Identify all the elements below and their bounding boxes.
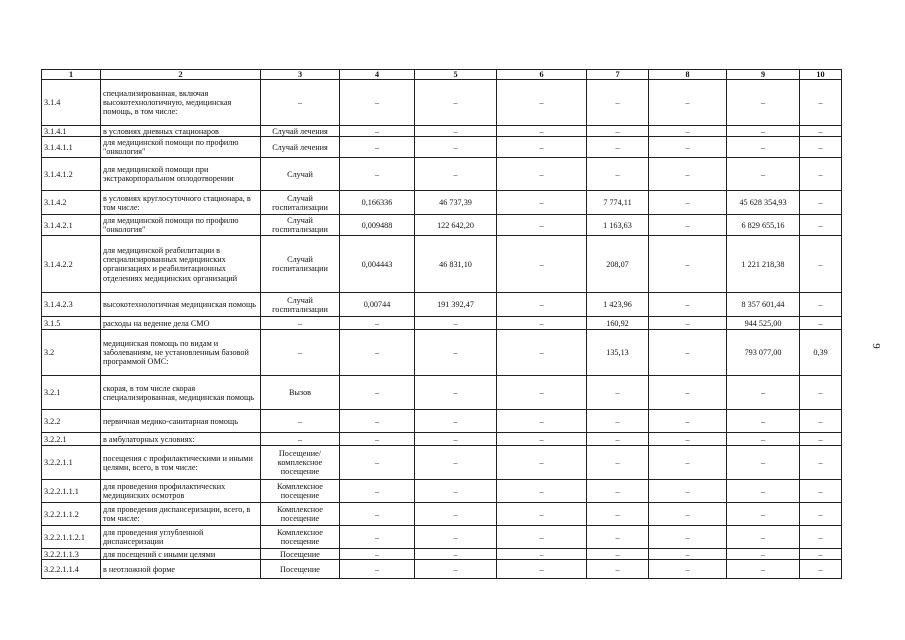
unit-cell: Комплексное посещение <box>261 503 340 526</box>
value-cell-8: – <box>649 236 727 293</box>
value-cell-7: – <box>587 410 649 433</box>
value-cell-8: – <box>649 410 727 433</box>
value-cell-4: – <box>340 549 415 560</box>
value-cell-8: – <box>649 560 727 579</box>
row-name: высокотехнологичная медицинская помощь <box>101 293 261 317</box>
value-cell-10: – <box>800 158 842 191</box>
row-code: 3.2 <box>42 330 101 376</box>
table-row <box>42 293 842 317</box>
value-cell-8: – <box>649 80 727 126</box>
table-row <box>42 526 842 549</box>
value-cell-7: – <box>587 480 649 503</box>
value-cell-5: – <box>415 446 497 480</box>
value-cell-4: – <box>340 503 415 526</box>
table-row <box>42 376 842 410</box>
row-code: 3.2.2.1.1.2.1 <box>42 526 101 549</box>
unit-cell: Случай госпитализации <box>261 236 340 293</box>
value-cell-5: – <box>415 560 497 579</box>
row-code: 3.1.4.2 <box>42 191 101 215</box>
table-row <box>42 560 842 579</box>
table-row <box>42 410 842 433</box>
value-cell-7: – <box>587 126 649 137</box>
column-header-10: 10 <box>800 70 842 80</box>
unit-cell: Случай лечения <box>261 137 340 158</box>
value-cell-7: 1 163,63 <box>587 215 649 236</box>
row-name: для посещений с иными целями <box>101 549 261 560</box>
value-cell-6: – <box>497 80 587 126</box>
row-code: 3.2.1 <box>42 376 101 410</box>
unit-cell: – <box>261 410 340 433</box>
value-cell-10: – <box>800 215 842 236</box>
value-cell-9: – <box>727 376 800 410</box>
row-code: 3.2.2.1.1.1 <box>42 480 101 503</box>
value-cell-8: – <box>649 158 727 191</box>
value-cell-9: – <box>727 137 800 158</box>
value-cell-6: – <box>497 526 587 549</box>
value-cell-9: 944 525,00 <box>727 317 800 330</box>
unit-cell: – <box>261 433 340 446</box>
value-cell-4: – <box>340 137 415 158</box>
value-cell-4: – <box>340 410 415 433</box>
value-cell-5: – <box>415 376 497 410</box>
column-header-5: 5 <box>415 70 497 80</box>
value-cell-8: – <box>649 317 727 330</box>
value-cell-9: – <box>727 526 800 549</box>
value-cell-6: – <box>497 293 587 317</box>
value-cell-4: 0,009488 <box>340 215 415 236</box>
financing-table <box>41 69 842 579</box>
column-header-4: 4 <box>340 70 415 80</box>
value-cell-6: – <box>497 215 587 236</box>
value-cell-4: – <box>340 158 415 191</box>
value-cell-4: – <box>340 480 415 503</box>
unit-cell: Случай лечения <box>261 126 340 137</box>
unit-cell: – <box>261 80 340 126</box>
value-cell-6: – <box>497 549 587 560</box>
value-cell-4: – <box>340 446 415 480</box>
unit-cell: Комплексное посещение <box>261 526 340 549</box>
value-cell-4: – <box>340 526 415 549</box>
value-cell-7: – <box>587 80 649 126</box>
value-cell-10: – <box>800 376 842 410</box>
value-cell-5: – <box>415 80 497 126</box>
value-cell-5: – <box>415 137 497 158</box>
unit-cell: – <box>261 330 340 376</box>
value-cell-10: – <box>800 503 842 526</box>
row-code: 3.2.2.1.1.2 <box>42 503 101 526</box>
value-cell-8: – <box>649 480 727 503</box>
value-cell-6: – <box>497 376 587 410</box>
table-row <box>42 126 842 137</box>
value-cell-8: – <box>649 137 727 158</box>
value-cell-6: – <box>497 158 587 191</box>
row-code: 3.2.2.1.1.4 <box>42 560 101 579</box>
value-cell-9: – <box>727 158 800 191</box>
value-cell-7: – <box>587 549 649 560</box>
row-name: в условиях круглосуточного стационара, в том числе: <box>101 191 261 215</box>
unit-cell: Посещение <box>261 549 340 560</box>
row-code: 3.1.4.1.1 <box>42 137 101 158</box>
value-cell-7: 160,92 <box>587 317 649 330</box>
value-cell-5: – <box>415 330 497 376</box>
value-cell-5: 191 392,47 <box>415 293 497 317</box>
value-cell-4: 0,004443 <box>340 236 415 293</box>
value-cell-7: – <box>587 158 649 191</box>
value-cell-8: – <box>649 126 727 137</box>
value-cell-8: – <box>649 549 727 560</box>
value-cell-4: – <box>340 80 415 126</box>
table-row <box>42 549 842 560</box>
column-header-7: 7 <box>587 70 649 80</box>
value-cell-8: – <box>649 330 727 376</box>
value-cell-6: – <box>497 560 587 579</box>
row-code: 3.2.2.1.1 <box>42 446 101 480</box>
table-row <box>42 503 842 526</box>
row-name: для медицинской помощи при экстракорпоральном оплодотворении <box>101 158 261 191</box>
table-body <box>42 80 842 579</box>
value-cell-4: 0,166336 <box>340 191 415 215</box>
value-cell-10: – <box>800 480 842 503</box>
row-name: для медицинской реабилитации в специализированных медицинских организациях и реабилитационных отделениях медицинских организаций <box>101 236 261 293</box>
value-cell-6: – <box>497 480 587 503</box>
unit-cell: Посещение <box>261 560 340 579</box>
column-header-2: 2 <box>101 70 261 80</box>
value-cell-4: – <box>340 126 415 137</box>
unit-cell: Случай госпитализации <box>261 215 340 236</box>
document-sheet <box>41 69 842 579</box>
row-code: 3.1.4 <box>42 80 101 126</box>
value-cell-7: – <box>587 433 649 446</box>
value-cell-10: – <box>800 549 842 560</box>
value-cell-10: – <box>800 236 842 293</box>
value-cell-6: – <box>497 330 587 376</box>
value-cell-6: – <box>497 137 587 158</box>
value-cell-9: – <box>727 446 800 480</box>
row-name: расходы на ведение дела СМО <box>101 317 261 330</box>
value-cell-9: – <box>727 126 800 137</box>
table-row <box>42 317 842 330</box>
value-cell-6: – <box>497 236 587 293</box>
table-row <box>42 191 842 215</box>
table-row <box>42 330 842 376</box>
row-code: 3.2.2.1.1.3 <box>42 549 101 560</box>
value-cell-9: – <box>727 480 800 503</box>
value-cell-5: 122 642,20 <box>415 215 497 236</box>
value-cell-5: – <box>415 433 497 446</box>
row-name: в условиях дневных стационаров <box>101 126 261 137</box>
value-cell-5: – <box>415 158 497 191</box>
value-cell-5: 46 831,10 <box>415 236 497 293</box>
unit-cell: Случай госпитализации <box>261 293 340 317</box>
value-cell-4: – <box>340 560 415 579</box>
column-header-1: 1 <box>42 70 101 80</box>
value-cell-10: – <box>800 560 842 579</box>
value-cell-8: – <box>649 191 727 215</box>
row-name: в неотложной форме <box>101 560 261 579</box>
value-cell-4: – <box>340 317 415 330</box>
value-cell-7: – <box>587 503 649 526</box>
value-cell-9: – <box>727 560 800 579</box>
value-cell-5: – <box>415 126 497 137</box>
value-cell-4: – <box>340 433 415 446</box>
row-name: для проведения диспансеризации, всего, в том числе: <box>101 503 261 526</box>
table-row <box>42 480 842 503</box>
row-code: 3.2.2.1 <box>42 433 101 446</box>
value-cell-7: – <box>587 560 649 579</box>
value-cell-6: – <box>497 317 587 330</box>
value-cell-8: – <box>649 526 727 549</box>
table-header-row <box>42 70 842 80</box>
value-cell-7: – <box>587 137 649 158</box>
row-code: 3.1.4.1 <box>42 126 101 137</box>
table-row <box>42 137 842 158</box>
column-header-6: 6 <box>497 70 587 80</box>
unit-cell: Случай <box>261 158 340 191</box>
value-cell-5: 46 737,39 <box>415 191 497 215</box>
value-cell-7: 208,07 <box>587 236 649 293</box>
unit-cell: Комплексное посещение <box>261 480 340 503</box>
value-cell-5: – <box>415 480 497 503</box>
row-code: 3.1.4.2.3 <box>42 293 101 317</box>
value-cell-10: – <box>800 446 842 480</box>
value-cell-10: 0,39 <box>800 330 842 376</box>
unit-cell: Посещение/ комплексное посещение <box>261 446 340 480</box>
unit-cell: Случай госпитализации <box>261 191 340 215</box>
value-cell-9: – <box>727 80 800 126</box>
page-number: 9 <box>869 343 882 349</box>
row-code: 3.1.4.1.2 <box>42 158 101 191</box>
value-cell-7: – <box>587 446 649 480</box>
value-cell-8: – <box>649 293 727 317</box>
value-cell-7: – <box>587 376 649 410</box>
unit-cell: Вызов <box>261 376 340 410</box>
value-cell-4: – <box>340 376 415 410</box>
row-name: для проведения профилактических медицинских осмотров <box>101 480 261 503</box>
value-cell-5: – <box>415 503 497 526</box>
value-cell-5: – <box>415 410 497 433</box>
value-cell-6: – <box>497 446 587 480</box>
value-cell-9: 793 077,00 <box>727 330 800 376</box>
value-cell-6: – <box>497 126 587 137</box>
value-cell-10: – <box>800 191 842 215</box>
value-cell-10: – <box>800 137 842 158</box>
value-cell-7: 1 423,96 <box>587 293 649 317</box>
value-cell-5: – <box>415 526 497 549</box>
value-cell-8: – <box>649 433 727 446</box>
value-cell-10: – <box>800 80 842 126</box>
column-header-8: 8 <box>649 70 727 80</box>
row-code: 3.1.4.2.2 <box>42 236 101 293</box>
value-cell-7: 7 774,11 <box>587 191 649 215</box>
value-cell-9: 8 357 601,44 <box>727 293 800 317</box>
table-row <box>42 158 842 191</box>
value-cell-8: – <box>649 215 727 236</box>
table-row <box>42 80 842 126</box>
value-cell-7: – <box>587 526 649 549</box>
row-name: для проведения углубленной диспансеризации <box>101 526 261 549</box>
value-cell-6: – <box>497 191 587 215</box>
value-cell-8: – <box>649 446 727 480</box>
value-cell-8: – <box>649 503 727 526</box>
row-name: посещения с профилактическими и иными целями, всего, в том числе: <box>101 446 261 480</box>
row-name: специализированная, включая высокотехнологичную, медицинская помощь, в том числе: <box>101 80 261 126</box>
row-name: в амбулаторных условиях: <box>101 433 261 446</box>
value-cell-8: – <box>649 376 727 410</box>
value-cell-5: – <box>415 317 497 330</box>
value-cell-4: 0,00744 <box>340 293 415 317</box>
column-header-9: 9 <box>727 70 800 80</box>
value-cell-9: – <box>727 549 800 560</box>
value-cell-6: – <box>497 503 587 526</box>
value-cell-9: – <box>727 503 800 526</box>
row-name: скорая, в том числе скорая специализированная, медицинская помощь <box>101 376 261 410</box>
value-cell-9: 1 221 218,38 <box>727 236 800 293</box>
table-row <box>42 215 842 236</box>
value-cell-10: – <box>800 433 842 446</box>
value-cell-10: – <box>800 526 842 549</box>
value-cell-4: – <box>340 330 415 376</box>
value-cell-9: 45 628 354,93 <box>727 191 800 215</box>
unit-cell: – <box>261 317 340 330</box>
row-code: 3.2.2 <box>42 410 101 433</box>
value-cell-9: 6 829 655,16 <box>727 215 800 236</box>
row-name: для медицинской помощи по профилю "онкология" <box>101 215 261 236</box>
table-row <box>42 236 842 293</box>
row-name: первичная медико-санитарная помощь <box>101 410 261 433</box>
table-row <box>42 433 842 446</box>
value-cell-6: – <box>497 433 587 446</box>
row-name: медицинская помощь по видам и заболеваниям, не установленным базовой программой ОМС: <box>101 330 261 376</box>
row-name: для медицинской помощи по профилю "онкология" <box>101 137 261 158</box>
row-code: 3.1.4.2.1 <box>42 215 101 236</box>
value-cell-7: 135,13 <box>587 330 649 376</box>
value-cell-5: – <box>415 549 497 560</box>
value-cell-9: – <box>727 433 800 446</box>
row-code: 3.1.5 <box>42 317 101 330</box>
value-cell-6: – <box>497 410 587 433</box>
table-row <box>42 446 842 480</box>
column-header-3: 3 <box>261 70 340 80</box>
value-cell-10: – <box>800 126 842 137</box>
value-cell-9: – <box>727 410 800 433</box>
value-cell-10: – <box>800 293 842 317</box>
value-cell-10: – <box>800 410 842 433</box>
value-cell-10: – <box>800 317 842 330</box>
